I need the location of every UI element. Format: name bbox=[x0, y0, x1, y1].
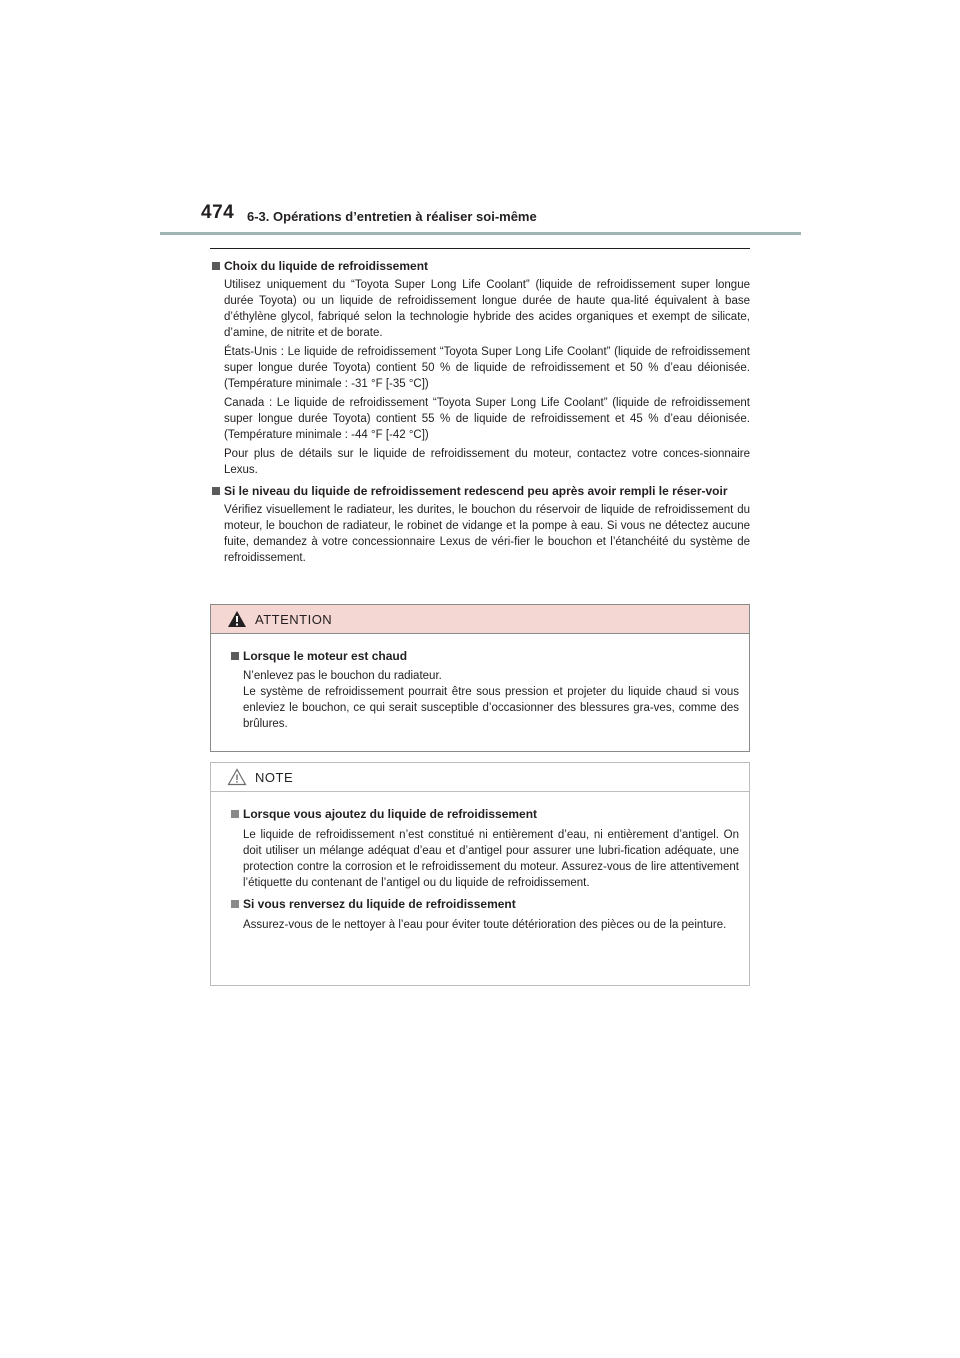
item-title: Choix du liquide de refroidissement bbox=[224, 259, 429, 273]
paragraph: États-Unis : Le liquide de refroidissement “Toyota Super Long Life Coolant” (liquide de refroidissement super longue durée Toyota) contient 50 % de liquide de refroidissement et 50 % d’eau déionisée. (Température minimale : -31 °F [-35 °C]) bbox=[224, 346, 750, 390]
note-item-title: Si vous renversez du liquide de refroidissement bbox=[243, 897, 516, 911]
page-header bbox=[0, 0, 960, 240]
note-item bbox=[229, 896, 739, 933]
attention-line: N’enlevez pas le bouchon du radiateur. bbox=[243, 670, 442, 682]
section-title: 6-3. Opérations d’entretien à réaliser soi-même bbox=[247, 209, 537, 224]
attention-label: ATTENTION bbox=[255, 611, 333, 627]
paragraph: Vérifiez visuellement le radiateur, les durites, le bouchon du réservoir de liquide de refroidissement du moteur, le bouchon de radiateur, le robinet de vidange et la pompe à eau. Si vous ne détectez aucune fuite, demandez à votre concessionnaire Lexus de véri-fier le bouchon et l’étanchéité du système de refroidissement. bbox=[224, 504, 750, 564]
note-box bbox=[210, 762, 750, 986]
info-item-coolant-level bbox=[210, 483, 750, 566]
note-label: NOTE bbox=[255, 769, 294, 785]
note-item-title: Lorsque vous ajoutez du liquide de refroidissement bbox=[243, 807, 538, 821]
content-top-divider bbox=[210, 248, 750, 249]
note-item bbox=[229, 806, 739, 891]
item-title: Si le niveau du liquide de refroidissement redescend peu après avoir rempli le réser-voir bbox=[224, 484, 728, 498]
note-text: Le liquide de refroidissement n’est constitué ni entièrement d’eau, ni entièrement d’antigel. On doit utiliser un mélange adéquat d’eau et d’antigel pour assurer une lubri-fication adéquate, une protection contre la corrosion et le refroidissement du moteur. Assurez-vous de lire attentivement l’étiquette du contenant de l’antigel ou du liquide de refroidissement. bbox=[243, 829, 739, 889]
paragraph: Utilisez uniquement du “Toyota Super Long Life Coolant” (liquide de refroidissement super longue durée Toyota) ou un liquide de refroidissement longue durée de haute qua-lité équivalent à base d’éthylène glycol, fabriqué selon la technologie hybride des acides organiques et exempt de silicate, d’amine, de nitrite et de borate. bbox=[224, 279, 750, 339]
square-bullet-icon bbox=[231, 652, 239, 660]
note-header bbox=[211, 763, 749, 792]
paragraph: Canada : Le liquide de refroidissement “Toyota Super Long Life Coolant” (liquide de refroidissement super longue durée Toyota) contient 55 % de liquide de refroidissement et 45 % d’eau déionisée. (Température minimale : -44 °F [-42 °C]) bbox=[224, 397, 750, 441]
note-text: Assurez-vous de le nettoyer à l’eau pour éviter toute détérioration des pièces ou de la peinture. bbox=[243, 919, 727, 931]
attention-line: Le système de refroidissement pourrait être sous pression et projeter du liquide chaud si vous enleviez le bouchon, ce qui serait susceptible d’occasionner des blessures gra-ves, comme des brûlures. bbox=[243, 686, 739, 730]
attention-box bbox=[210, 604, 750, 752]
square-bullet-icon bbox=[231, 900, 239, 908]
attention-item-title: Lorsque le moteur est chaud bbox=[243, 649, 408, 663]
square-bullet-icon bbox=[212, 262, 220, 270]
header-divider bbox=[160, 232, 801, 235]
attention-header bbox=[211, 605, 749, 634]
page-number: 474 bbox=[201, 202, 235, 223]
paragraph: Pour plus de détails sur le liquide de refroidissement du moteur, contactez votre conces-sionnaire Lexus. bbox=[224, 448, 750, 476]
warning-triangle-icon bbox=[227, 610, 247, 628]
square-bullet-icon bbox=[231, 810, 239, 818]
info-item-coolant-choice bbox=[210, 258, 750, 478]
main-content bbox=[210, 258, 750, 571]
square-bullet-icon bbox=[212, 487, 220, 495]
caution-triangle-icon bbox=[227, 768, 247, 786]
